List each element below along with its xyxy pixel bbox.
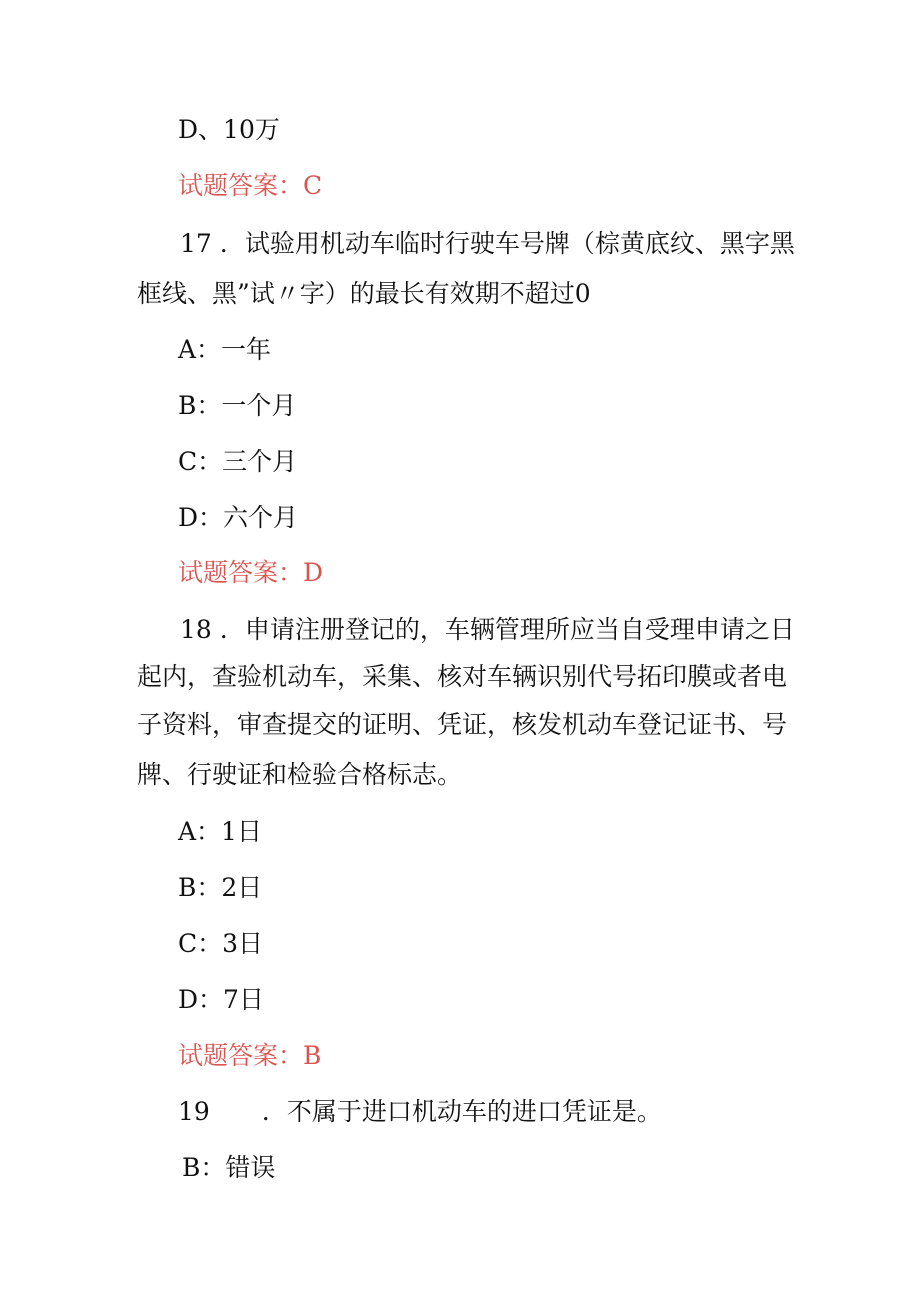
question-number: 17 (180, 229, 212, 258)
question-17-line-2: 框线、黑”试〃字）的最长有效期不超过0 (137, 279, 591, 308)
option-a-q18: A：1日 (178, 817, 262, 846)
option-b-q18: B：2日 (178, 873, 263, 902)
answer-q17: 试题答案：D (178, 558, 324, 587)
question-18-line-4: 牌、行驶证和检验合格标志。 (137, 760, 463, 789)
option-c-q17: C：三个月 (178, 447, 298, 476)
question-18-line-1 (180, 614, 795, 646)
option-d-q17: D：六个月 (178, 503, 299, 532)
question-number: 19 (178, 1097, 210, 1126)
question-text: ．试验用机动车临时行驶车号牌（棕黄底纹、黑字黑 (219, 229, 795, 258)
option-b-q19: B：错误 (182, 1153, 276, 1182)
answer-q16: 试题答案：C (178, 171, 323, 200)
option-c-q18: C：3日 (178, 929, 264, 958)
option-d-q16: D、10万 (178, 115, 280, 144)
question-18-line-2: 起内，查验机动车，采集、核对车辆识别代号拓印膜或者电 (137, 662, 788, 691)
question-18-line-3: 子资料，审查提交的证明、凭证，核发机动车登记证书、号 (137, 710, 788, 739)
question-text: ．申请注册登记的，车辆管理所应当自受理申请之日 (219, 615, 795, 644)
option-b-q17: B：一个月 (178, 391, 297, 420)
question-19-line-1 (178, 1096, 662, 1128)
question-number: 18 (180, 615, 212, 644)
question-text: ．不属于进口机动车的进口凭证是。 (261, 1097, 662, 1126)
question-17-line-1 (180, 228, 795, 260)
answer-q18: 试题答案：B (178, 1041, 322, 1070)
option-d-q18: D：7日 (178, 985, 264, 1014)
option-a-q17: A：一年 (178, 335, 272, 364)
